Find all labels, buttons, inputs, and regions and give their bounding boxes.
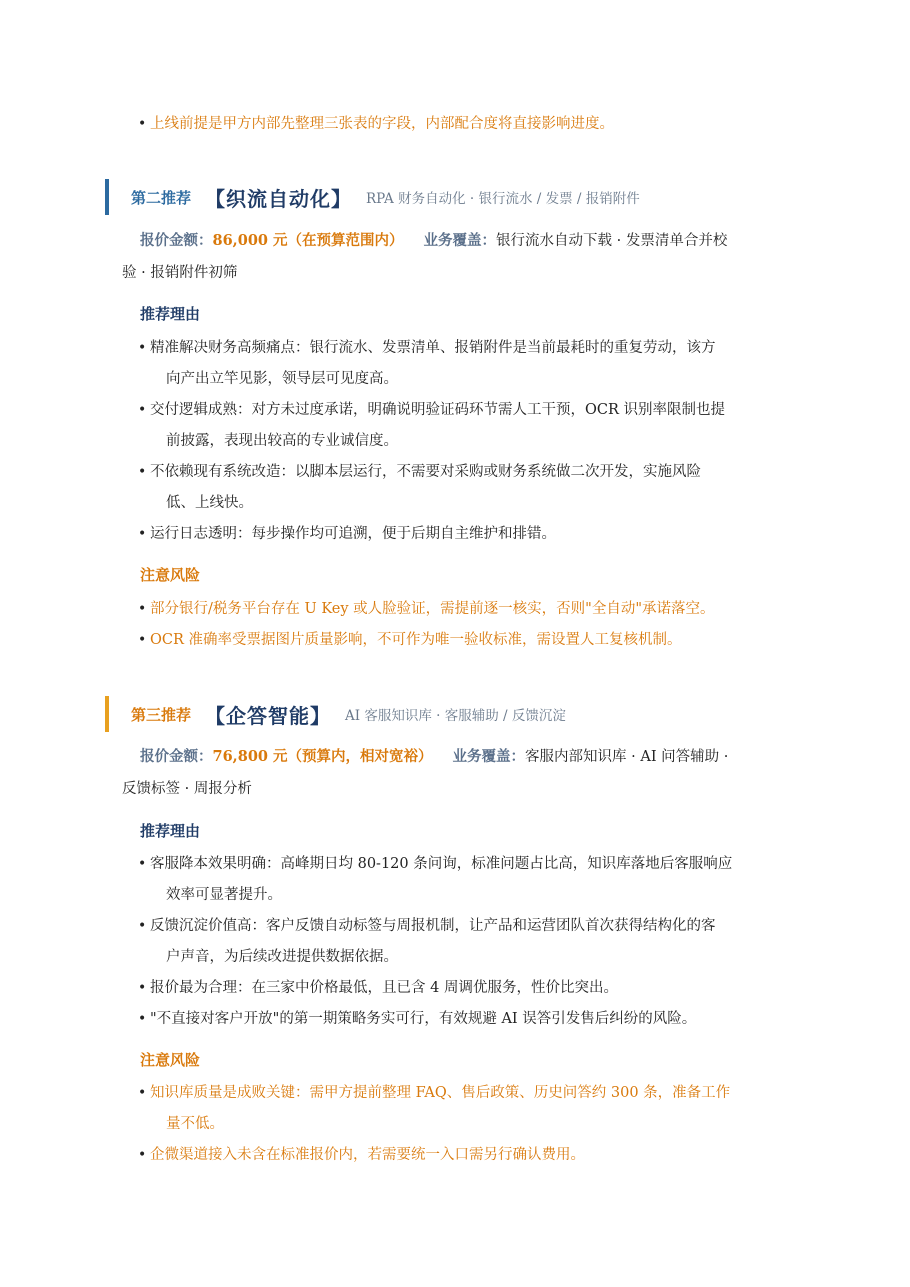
reason-line: 反馈沉淀价值高：客户反馈自动标签与周报机制，让产品和运营团队首次获得结构化的客 (150, 918, 716, 934)
section2-coverage-label: 业务覆盖： (423, 232, 497, 249)
section3-risks-list (138, 1078, 788, 1171)
section3-price-line (122, 741, 792, 773)
section3-price-block (122, 741, 792, 805)
section3-reasons-title: 推荐理由 (140, 822, 201, 840)
list-item: • 部分银行/税务平台存在 U Key 或人脸验证，需提前逐一核实，否则"全自动"承诺落空。 (138, 594, 788, 625)
section2-price-line (122, 225, 792, 257)
list-item: • 不依赖现有系统改造：以脚本层运行，不需要对采购或财务系统做二次开发，实施风险 低、上线快。 (138, 457, 788, 519)
top-note-list (138, 109, 788, 140)
section2-product-name: 【织流自动化】 (205, 186, 353, 211)
section2-accent-bar (105, 179, 109, 215)
list-item (138, 109, 788, 140)
list-item: • 反馈沉淀价值高：客户反馈自动标签与周报机制，让产品和运营团队首次获得结构化的客 户声音，为后续改进提供数据依据。 (138, 911, 788, 973)
bullet-icon: • (138, 116, 147, 132)
top-note-text: 上线前提是甲方内部先整理三张表的字段，内部配合度将直接影响进度。 (150, 116, 614, 132)
section3-coverage-text: 客服内部知识库 · AI 问答辅助 · (525, 749, 729, 765)
section3-header (105, 696, 566, 732)
section3-tagline: AI 客服知识库 · 客服辅助 / 反馈沉淀 (345, 708, 566, 724)
risk-line: 知识库质量是成败关键：需甲方提前整理 FAQ、售后政策、历史问答约 300 条，准备工作 (150, 1085, 731, 1101)
list-item: • "不直接对客户开放"的第一期策略务实可行，有效规避 AI 误答引发售后纠纷的风险。 (138, 1004, 788, 1035)
section2-coverage-text: 银行流水自动下载 · 发票清单合并校 (496, 233, 728, 249)
reason-line: 报价最为合理：在三家中价格最低，且已含 4 周调优服务，性价比突出。 (150, 980, 618, 996)
risk-line-cont: 量不低。 (166, 1116, 224, 1132)
section2-coverage-continued: 验 · 报销附件初筛 (122, 265, 238, 281)
section3-reasons-list (138, 849, 788, 1035)
reason-line: 精准解决财务高频痛点：银行流水、发票清单、报销附件是当前最耗时的重复劳动，该方 (150, 340, 716, 356)
section3-accent-bar (105, 696, 109, 732)
reason-line-cont: 向产出立竿见影，领导层可见度高。 (166, 371, 398, 387)
section3-product-name: 【企答智能】 (205, 703, 332, 728)
section2-price-block (122, 225, 792, 289)
section2-risks-title: 注意风险 (140, 566, 201, 584)
section3-price-value: 76,800 元（预算内，相对宽裕） (212, 748, 433, 765)
list-item: • 企微渠道接入未含在标准报价内，若需要统一入口需另行确认费用。 (138, 1140, 788, 1171)
list-item: • 运行日志透明：每步操作均可追溯，便于后期自主维护和排错。 (138, 519, 788, 550)
reason-line: 交付逻辑成熟：对方未过度承诺，明确说明验证码环节需人工干预，OCR 识别率限制也提 (150, 402, 726, 418)
list-item: • 报价最为合理：在三家中价格最低，且已含 4 周调优服务，性价比突出。 (138, 973, 788, 1004)
reason-line: 不依赖现有系统改造：以脚本层运行，不需要对采购或财务系统做二次开发，实施风险 (150, 464, 701, 480)
reason-line: "不直接对客户开放"的第一期策略务实可行，有效规避 AI 误答引发售后纠纷的风险。 (150, 1011, 697, 1027)
list-item: • OCR 准确率受票据图片质量影响，不可作为唯一验收标准，需设置人工复核机制。 (138, 625, 788, 656)
section3-coverage-label: 业务覆盖： (452, 748, 526, 765)
list-item: • 精准解决财务高频痛点：银行流水、发票清单、报销附件是当前最耗时的重复劳动，该方 向产出立竿见影，领导层可见度高。 (138, 333, 788, 395)
section2-price-label: 报价金额： (140, 232, 213, 249)
list-item: • 客服降本效果明确：高峰期日均 80-120 条问询，标准问题占比高，知识库落地后客服响应 效率可显著提升。 (138, 849, 788, 911)
list-item: • 知识库质量是成败关键：需甲方提前整理 FAQ、售后政策、历史问答约 300 条，准备工作 量不低。 (138, 1078, 788, 1140)
section3-price-label: 报价金额： (140, 748, 213, 765)
section3-coverage-continued: 反馈标签 · 周报分析 (122, 781, 252, 797)
section2-rank: 第二推荐 (131, 188, 192, 207)
section2-reasons-title: 推荐理由 (140, 305, 201, 323)
reason-line-cont: 户声音，为后续改进提供数据依据。 (166, 949, 398, 965)
section2-reasons-list (138, 333, 788, 550)
section2-tagline: RPA 财务自动化 · 银行流水 / 发票 / 报销附件 (366, 191, 640, 207)
section3-risks-title: 注意风险 (140, 1051, 201, 1069)
section2-risks-list (138, 594, 788, 656)
risk-line: OCR 准确率受票据图片质量影响，不可作为唯一验收标准，需设置人工复核机制。 (150, 632, 682, 648)
reason-line-cont: 效率可显著提升。 (166, 887, 282, 903)
reason-line-cont: 前披露，表现出较高的专业诚信度。 (166, 433, 398, 449)
section3-rank: 第三推荐 (131, 705, 192, 724)
reason-line-cont: 低、上线快。 (166, 495, 253, 511)
section2-header (105, 179, 640, 215)
risk-line: 部分银行/税务平台存在 U Key 或人脸验证，需提前逐一核实，否则"全自动"承诺落空。 (150, 601, 715, 617)
section2-price-value: 86,000 元（在预算范围内） (212, 232, 404, 249)
list-item: • 交付逻辑成熟：对方未过度承诺，明确说明验证码环节需人工干预，OCR 识别率限制也提 前披露，表现出较高的专业诚信度。 (138, 395, 788, 457)
reason-line: 客服降本效果明确：高峰期日均 80-120 条问询，标准问题占比高，知识库落地后客服响应 (150, 856, 733, 872)
risk-line: 企微渠道接入未含在标准报价内，若需要统一入口需另行确认费用。 (150, 1147, 585, 1163)
reason-line: 运行日志透明：每步操作均可追溯，便于后期自主维护和排错。 (150, 526, 556, 542)
